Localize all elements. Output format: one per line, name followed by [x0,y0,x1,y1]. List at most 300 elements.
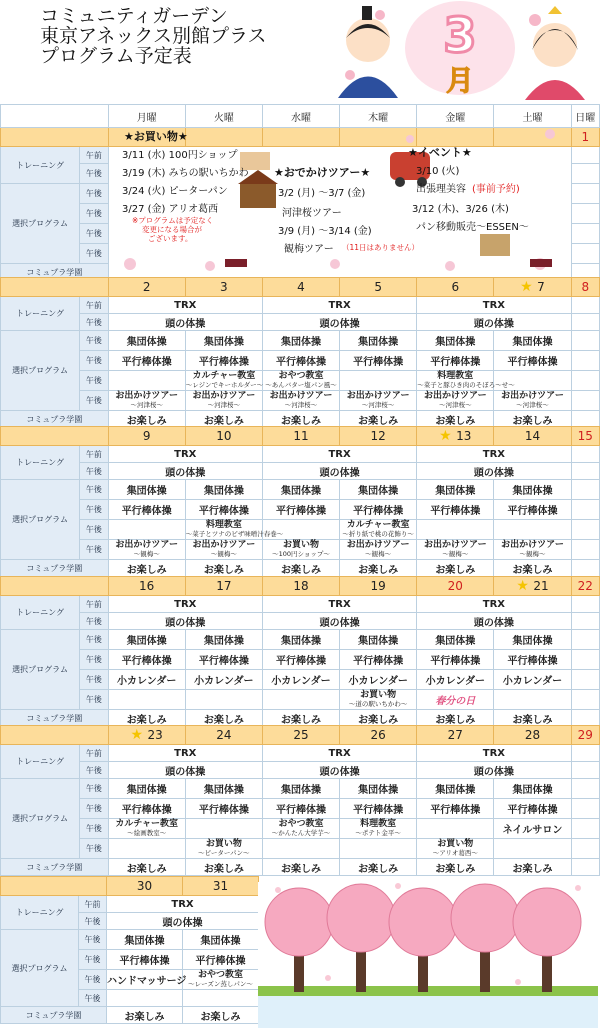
row-sublabel-text: 午後 [85,249,102,258]
trx-cell [262,745,416,762]
row-sublabel [80,446,108,463]
group-exercise-cell [494,480,571,500]
trx-cell-text: TRX [174,448,197,460]
date-cell [571,726,599,745]
group-exercise-cell [262,630,339,650]
month-label: 月 [445,64,475,97]
school-cell-text: お楽しみ [203,863,244,875]
program-cell [262,540,339,560]
program-subtitle: ～レーズン蒸しパン～ [188,979,253,988]
row-sublabel-text: 午前 [85,449,102,459]
head-exercise-cell [108,613,262,630]
group-exercise-cell [262,480,339,500]
group-exercise-cell [417,331,494,351]
row-label-training [1,147,80,184]
row-label-school [1,560,109,577]
program-title: 料理教室 [360,818,397,829]
school-cell-text: お楽しみ [435,564,476,576]
row-sublabel [79,896,107,913]
group-exercise-cell-text: 集団体操 [281,337,321,348]
school-cell [185,859,262,876]
school-cell [185,411,262,428]
date-number: 31 [212,879,229,893]
group-exercise-cell-text: 集団体操 [203,636,244,647]
parallel-bar-cell-text: 平行棒体操 [198,656,249,667]
row-sublabel [80,164,108,184]
trx-cell [262,297,416,314]
head-exercise-cell [108,314,262,331]
parallel-bar-cell-text: 平行棒体操 [507,656,558,667]
parallel-bar-cell [262,799,339,819]
parallel-bar-cell [494,799,571,819]
parallel-bar-cell [183,950,259,970]
program-subtitle: ～かんたん大学芋～ [271,828,331,837]
school-cell [494,710,571,727]
head-exercise-cell-text: 頭の体操 [165,467,206,479]
school-cell [108,859,185,876]
date-number: 16 [139,579,155,593]
row-sublabel [80,520,108,540]
program-subtitle: ～折り紙で桃の花飾り～ [342,529,414,538]
group-exercise-cell [185,480,262,500]
school-cell-text: お楽しみ [435,415,476,427]
group-exercise-cell [417,630,494,650]
row-label-training-text: トレーニング [16,458,65,467]
row-label-training-text: トレーニング [16,160,65,170]
program-title: カルチャー教室 [346,519,410,530]
date-cell [262,427,339,446]
school-cell-text: お楽しみ [203,564,244,576]
page-title [40,6,266,66]
program-cell [340,839,417,859]
group-exercise-cell [262,331,339,351]
trx-cell-text: TRX [328,747,351,759]
program-cell [340,371,417,391]
date-number: 21 [533,579,549,593]
program-title: お買い物 [360,689,397,700]
date-cell [494,577,571,596]
date-cell [185,427,262,446]
trx-cell-text: TRX [482,448,505,460]
row-label-training [1,596,80,630]
date-number: 14 [524,429,541,443]
trx-cell [417,745,571,762]
row-sublabel-text: 午後 [85,635,102,644]
parallel-bar-cell [494,650,571,670]
date-cell [417,278,494,297]
school-cell-text: お楽しみ [281,415,321,427]
head-exercise-cell [417,463,571,480]
row-sublabel-text: 午前 [85,150,102,160]
row-label-select [1,331,80,411]
event-item: 3/10 (火) [416,166,460,177]
head-exercise-cell-text: 頭の体操 [165,617,206,629]
trx-cell [108,596,262,613]
trx-cell-text: TRX [482,598,505,610]
row-sublabel-text: 午後 [85,229,102,238]
group-exercise-cell-text: 集団体操 [512,486,553,497]
row-sublabel-text: 午後 [85,189,102,198]
program-cell-text: 春分の日 [435,696,476,707]
trx-cell [417,297,571,314]
month-number: 3 [443,8,477,64]
program-cell [185,690,262,710]
parallel-bar-cell [340,351,417,371]
row-label-training-text: トレーニング [15,908,64,917]
row-sublabel [80,819,108,839]
parallel-bar-cell-text: 平行棒体操 [195,956,246,967]
weekday-header-text: 月曜 [136,112,157,124]
program-cell [417,520,494,540]
row-label-school-text: コミュプラ学園 [26,563,83,573]
school-cell-text: お楽しみ [126,714,167,726]
row-sublabel-text: 午後 [84,975,101,984]
trx-cell [417,446,571,463]
group-exercise-cell-text: 集団体操 [435,636,476,647]
parallel-bar-cell-text: 平行棒体操 [198,805,249,816]
parallel-bar-cell-text: 平行棒体操 [353,357,404,368]
parallel-bar-cell [185,500,262,520]
date-number: 28 [524,728,541,742]
program-cell [108,690,185,710]
program-cell [183,970,259,990]
program-cell [262,839,339,859]
date-cell [494,427,571,446]
program-cell [494,540,571,560]
parallel-bar-cell-text: 平行棒体操 [353,805,404,816]
program-cell [417,670,494,690]
parallel-bar-cell [417,799,494,819]
head-exercise-cell [262,314,416,331]
school-cell [108,411,185,428]
row-label-training-text: トレーニング [16,309,65,318]
program-cell [417,839,494,859]
row-sublabel-text: 午後 [85,545,102,554]
date-cell [262,278,339,297]
program-cell [185,819,262,839]
row-sublabel [80,184,108,204]
emperor-doll-icon [338,6,398,98]
row-sublabel [80,630,108,650]
row-sublabel [80,314,108,331]
row-sublabel-text: 午後 [85,695,102,704]
parallel-bar-cell-text: 平行棒体操 [430,805,481,816]
school-cell-text: お楽しみ [281,863,321,875]
notice-panel [110,124,560,274]
row-label-training [1,446,80,480]
row-sublabel [80,244,108,264]
date-cell [108,278,185,297]
program-subtitle: ～菜子と豚ひき肉のそぼろ～せ～ [417,380,515,389]
date-cell [185,726,262,745]
row-sublabel-text: 午後 [85,485,102,494]
row-sublabel-text: 午前 [84,899,101,909]
weekday-header-text: 木曜 [368,112,389,124]
row-sublabel [80,540,108,560]
group-exercise-cell [340,630,417,650]
program-subtitle: ～河津桜～ [207,400,241,409]
program-cell-text: ネイルサロン [502,825,563,836]
date-number: 15 [577,429,593,443]
school-cell [494,560,571,577]
tour-item: 河津桜ツアー [282,208,342,219]
program-cell [185,670,262,690]
date-cell [494,726,571,745]
school-cell [108,710,185,727]
trx-cell-text: TRX [328,299,351,311]
head-exercise-cell [262,762,416,779]
row-sublabel [80,371,108,391]
program-title: お買い物 [437,838,474,849]
row-label-training [1,297,80,331]
school-cell [417,710,494,727]
shopping-item: 3/27 (金) アリオ葛西 [122,204,219,215]
parallel-bar-cell-text: 平行棒体操 [121,357,172,368]
head-exercise-cell-text: 頭の体操 [165,318,206,330]
parallel-bar-cell [417,650,494,670]
row-sublabel-text: 午後 [85,525,102,534]
parallel-bar-cell-text: 平行棒体操 [198,506,249,517]
program-cell [185,391,262,411]
trx-cell-text: TRX [171,898,194,910]
parallel-bar-cell [417,351,494,371]
header-blank [1,105,109,128]
group-exercise-cell-text: 集団体操 [124,936,165,947]
row-sublabel [80,613,108,630]
program-subtitle: ～観梅～ [365,549,392,558]
program-subtitle: ～河津桜～ [130,400,163,409]
row-sublabel-text: 午後 [84,916,101,926]
parallel-bar-cell [494,500,571,520]
program-cell [185,371,262,391]
trx-cell-text: TRX [482,299,505,311]
trx-cell-text: TRX [174,299,197,311]
group-exercise-cell [107,930,183,950]
tour-item: 3/2 (月) ～3/7 (金) [278,188,366,199]
row-sublabel [80,745,108,762]
trx-cell-text: TRX [174,747,197,759]
program-cell-text: 小カレンダー [117,676,177,687]
date-cell [417,726,494,745]
school-cell-text: お楽しみ [358,863,399,875]
parallel-bar-cell-text: 平行棒体操 [353,506,404,517]
program-title: お買い物 [205,838,242,849]
program-title: お出かけツアー [346,390,410,401]
group-exercise-cell-text: 集団体操 [200,936,241,947]
row-sublabel-text: 午前 [85,300,102,310]
row-label-select [1,630,80,710]
date-number: 6 [451,280,460,294]
row-label-training-text: トレーニング [16,757,65,766]
group-exercise-cell [340,480,417,500]
program-subtitle: ～ピーターパン～ [198,848,250,857]
head-exercise-cell [107,913,259,930]
school-cell [494,411,571,428]
weekday-header-text: 水曜 [291,112,311,124]
tour-item: 観梅ツアー [284,244,334,255]
row-label-select [1,480,80,560]
group-exercise-cell-text: 集団体操 [281,486,321,497]
trx-cell [108,297,262,314]
program-cell [340,520,417,540]
row-label-school [1,1007,107,1024]
parallel-bar-cell-text: 平行棒体操 [430,357,481,368]
program-cell [108,391,185,411]
row-sublabel [80,762,108,779]
weekday-header-text: 日曜 [575,112,596,124]
shopping-item: 3/11 (水) 100円ショップ [122,150,238,161]
weekday-header-text: 火曜 [213,112,234,124]
program-cell [185,540,262,560]
group-exercise-cell [108,480,185,500]
row-label-school [1,710,109,727]
parallel-bar-cell-text: 平行棒体操 [507,357,558,368]
program-cell [108,819,185,839]
program-cell-text: 小カレンダー [425,676,485,687]
program-title: お出かけツアー [115,390,179,401]
row-sublabel-text: 午後 [85,356,102,365]
date-number: 5 [374,280,382,294]
parallel-bar-cell [108,500,185,520]
date-number: 4 [297,280,305,294]
group-exercise-cell-text: 集団体操 [203,337,244,348]
row-sublabel-text: 午前 [85,748,102,758]
date-number: 11 [293,429,309,443]
date-cell [494,278,571,297]
group-exercise-cell [108,779,185,799]
shopping-item: 3/19 (木) みちの駅いちかわ [122,168,249,179]
date-number: 29 [577,728,593,742]
program-cell [185,519,284,540]
parallel-bar-cell [494,351,571,371]
date-cell [183,877,259,896]
parallel-bar-cell [262,500,339,520]
school-cell [107,1007,183,1024]
program-subtitle: ～アリオ葛西～ [432,848,478,857]
parallel-bar-cell-text: 平行棒体操 [353,656,404,667]
school-cell [185,710,262,727]
row-sublabel-text: 午後 [85,169,102,178]
date-cell [262,726,339,745]
row-label-select-text: 選択プログラム [12,665,69,674]
row-sublabel [80,147,108,164]
school-cell-text: お楽しみ [281,714,321,726]
date-cell [571,577,599,596]
row-sublabel [79,970,107,990]
weekday-header [571,105,599,128]
group-exercise-cell-text: 集団体操 [358,486,399,497]
school-cell-text: お楽しみ [203,415,244,427]
school-cell-text: お楽しみ [512,415,553,427]
row-label-select [1,779,80,859]
shopping-note: 変更になる場合が [142,225,202,234]
school-cell [494,859,571,876]
program-title: お出かけツアー [346,539,410,550]
trx-cell-text: TRX [328,598,351,610]
row-sublabel [80,839,108,859]
weekday-header-text: 金曜 [445,112,466,124]
school-cell-text: お楽しみ [126,564,167,576]
parallel-bar-cell-text: 平行棒体操 [276,357,326,368]
date-number: 2 [142,280,151,294]
parallel-bar-cell-text: 平行棒体操 [430,656,481,667]
group-exercise-cell [108,331,185,351]
head-exercise-cell-text: 頭の体操 [319,318,360,330]
row-sublabel-text: 午後 [85,505,102,514]
program-title: お買い物 [282,539,319,550]
parallel-bar-cell [340,500,417,520]
group-exercise-cell-text: 集団体操 [512,337,553,348]
row-label-school [1,859,109,876]
row-label-select-text: 選択プログラム [12,814,69,823]
parallel-bar-cell [262,351,339,371]
group-exercise-cell [108,630,185,650]
row-sublabel [80,391,108,411]
date-number: 27 [447,728,463,742]
head-exercise-cell [262,613,416,630]
group-exercise-cell-text: 集団体操 [281,785,321,796]
date-number: 24 [216,728,232,742]
row-sublabel-text: 午後 [85,376,102,385]
parallel-bar-cell [185,351,262,371]
group-exercise-cell-text: 集団体操 [435,337,476,348]
row-sublabel-text: 午後 [84,993,101,1003]
head-exercise-cell-text: 頭の体操 [162,917,203,929]
program-cell [108,540,185,560]
row-sublabel [79,990,107,1007]
school-cell [183,1007,259,1024]
group-exercise-cell [340,331,417,351]
program-cell [494,520,571,540]
parallel-bar-cell-text: 平行棒体操 [430,506,481,517]
row-sublabel-text: 午後 [85,209,102,218]
group-exercise-cell [340,779,417,799]
row-sublabel [80,779,108,799]
date-cell [571,427,599,446]
date-cell [108,726,185,745]
school-cell [108,560,185,577]
title-line: 東京アネックス別館プラス [40,25,267,47]
group-exercise-cell [494,630,571,650]
school-cell [417,560,494,577]
school-cell [340,411,417,428]
row-sublabel-text: 午後 [84,955,101,964]
group-exercise-cell [262,779,339,799]
parallel-bar-cell [340,650,417,670]
program-subtitle: ～観梅～ [442,549,469,558]
program-title: お出かけツアー [423,390,487,401]
group-exercise-cell [185,779,262,799]
row-label-school-text: コミュプラ学園 [26,267,83,277]
date-cell [185,278,262,297]
row-sublabel [80,690,108,710]
group-exercise-cell [417,480,494,500]
parallel-bar-cell [108,650,185,670]
program-cell [185,839,262,859]
program-cell [108,371,185,391]
star-icon: ★ [439,428,457,444]
group-exercise-cell-text: 集団体操 [126,486,167,497]
row-label-select-text: 選択プログラム [12,219,69,228]
school-cell-text: お楽しみ [200,1011,241,1023]
parallel-bar-cell-text: 平行棒体操 [198,357,249,368]
group-exercise-cell-text: 集団体操 [512,785,553,796]
row-sublabel-text: 午後 [85,336,102,345]
row-sublabel-text: 午後 [85,675,102,684]
head-exercise-cell [262,463,416,480]
group-exercise-cell-text: 集団体操 [358,337,399,348]
date-number: 12 [370,429,386,443]
